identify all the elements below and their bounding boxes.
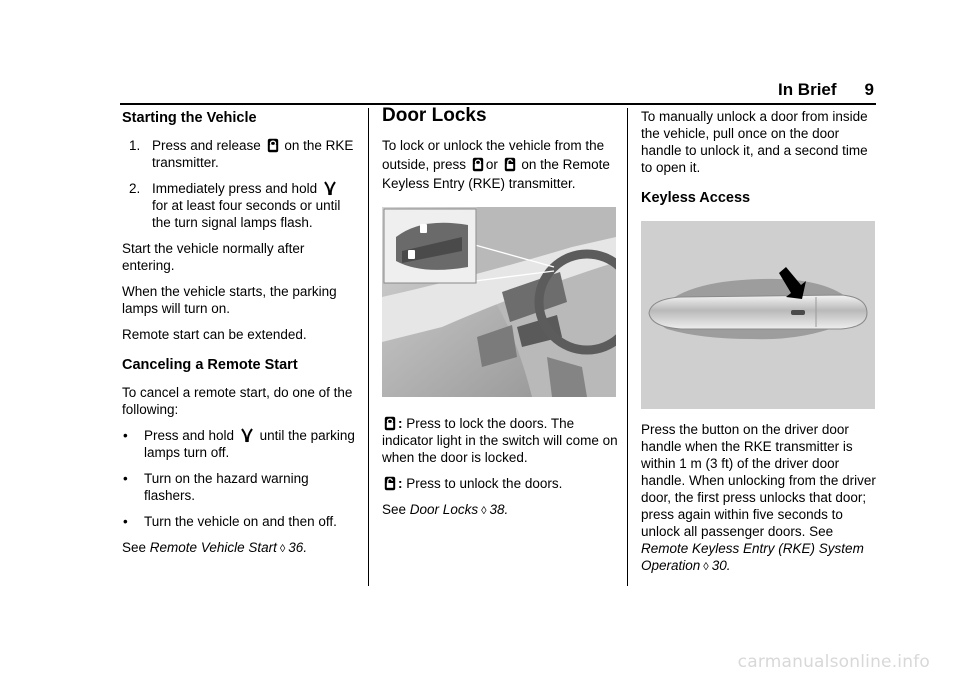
cross-reference-page[interactable]: 36. [288, 540, 308, 555]
lock-icon [384, 416, 396, 431]
step-1-number: 1. [129, 138, 141, 153]
paragraph-keyless-access [641, 421, 877, 576]
cross-reference-page[interactable]: 30. [711, 558, 731, 573]
column-1 [122, 106, 358, 567]
bullet-mark: • [123, 514, 128, 529]
bullet-item [122, 513, 358, 530]
lock-icon [267, 138, 279, 153]
paragraph-parking-lamps: When the vehicle starts, the parking lamps will turn on. [122, 284, 337, 316]
watermark: carmanualsonline.info [737, 652, 930, 672]
keyless-access-text: Press the button on the driver door handle when the RKE transmitter is within 1 m (3 ft) of the driver door handle. When unlocking from the driver door, the first press unlocks that door; press again within five seconds to unlock all passenger doors. See [641, 422, 876, 539]
remote-start-icon [323, 180, 337, 196]
bullet-mark: • [123, 471, 128, 486]
door-handle-photo [641, 221, 875, 409]
heading-canceling-remote-start: Canceling a Remote Start [122, 357, 298, 373]
see-reference [382, 501, 618, 520]
lock-description [382, 415, 618, 466]
bullet-item [122, 470, 358, 504]
paragraph-cancel-intro: To cancel a remote start, do one of the following: [122, 385, 353, 417]
paragraph-door-locks-intro [382, 136, 618, 193]
door-locks-intro-or: or [485, 157, 498, 172]
bullet-3-text: Turn the vehicle on and then off. [144, 514, 337, 529]
bullet-mark: • [123, 428, 128, 443]
page-ref-icon: ◊ [279, 543, 286, 555]
unlock-description-text: Press to unlock the doors. [406, 476, 563, 491]
page-ref-icon: ◊ [481, 505, 487, 517]
section-title: In Brief [777, 80, 837, 99]
see-reference [122, 539, 358, 558]
door-locks-intro-b: on the Remote Keyless Entry (RKE) transmitter. [382, 157, 610, 191]
cross-reference-page[interactable]: 38. [489, 502, 509, 517]
paragraph-extended: Remote start can be extended. [122, 327, 307, 342]
door-lock-switch-photo [382, 207, 616, 397]
column-divider-2 [627, 108, 628, 586]
step-2-text-b: for at least four seconds or until the turn signal lamps flash. [152, 198, 341, 230]
header-rule [120, 103, 876, 105]
see-label: See [382, 502, 407, 517]
unlock-icon [384, 476, 396, 491]
unlock-icon [504, 157, 516, 172]
paragraph-start-normally: Start the vehicle normally after entering. [122, 241, 305, 273]
page-ref-icon: ◊ [703, 561, 709, 573]
step-2-text-a: Immediately press and hold [152, 181, 318, 196]
see-label: See [122, 540, 147, 555]
step-1 [122, 137, 358, 171]
step-2 [122, 180, 358, 231]
bullet-1-text-a: Press and hold [144, 428, 235, 443]
heading-door-locks: Door Locks [382, 105, 487, 126]
step-1-text-a: Press and release [152, 138, 261, 153]
column-2 [382, 106, 618, 529]
cross-reference-link[interactable]: Remote Vehicle Start [149, 540, 277, 555]
lock-description-text: Press to lock the doors. The indicator light in the switch will come on when the door is locked. [382, 416, 618, 465]
unlock-description [382, 475, 618, 492]
bullet-item [122, 427, 358, 461]
page-number: 9 [864, 80, 874, 99]
unlock-colon: : [398, 476, 403, 491]
remote-start-icon [240, 427, 254, 443]
cross-reference-link[interactable]: Remote Keyless Entry (RKE) System Operation [641, 541, 864, 573]
step-1-text-b: on the RKE transmitter. [152, 138, 354, 170]
column-3 [641, 106, 877, 585]
lock-colon: : [398, 416, 403, 431]
heading-starting-vehicle: Starting the Vehicle [122, 110, 257, 126]
paragraph-manual-unlock: To manually unlock a door from inside the vehicle, pull once on the door handle to unlock it, and a second time to open it. [641, 109, 868, 175]
step-2-number: 2. [129, 181, 141, 196]
page-header [778, 80, 874, 100]
bullet-1-text-b: until the parking lamps turn off. [144, 428, 355, 460]
cross-reference-link[interactable]: Door Locks [409, 502, 479, 517]
bullet-2-text: Turn on the hazard warning flashers. [144, 471, 309, 503]
door-locks-intro-a: To lock or unlock the vehicle from the outside, press [382, 138, 605, 172]
column-divider-1 [368, 108, 369, 586]
heading-keyless-access: Keyless Access [641, 190, 751, 206]
lock-icon [472, 157, 484, 172]
